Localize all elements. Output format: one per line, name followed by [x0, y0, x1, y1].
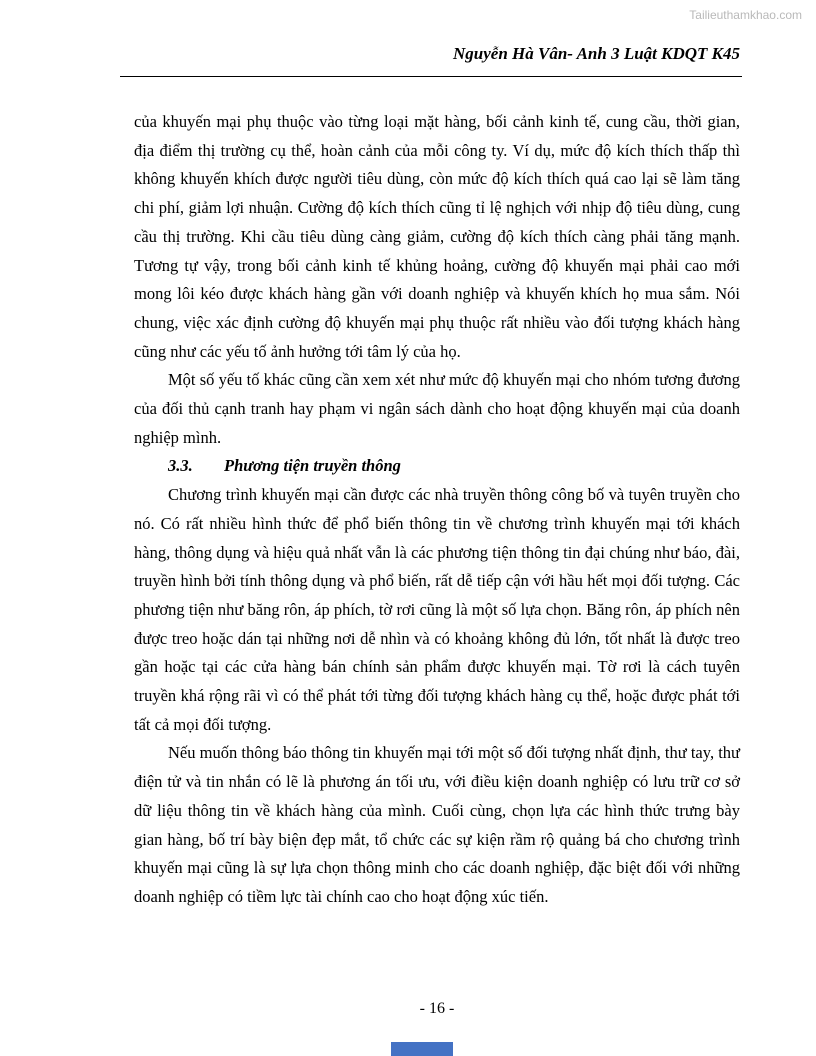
- header-author-line: Nguyễn Hà Vân- Anh 3 Luật KDQT K45: [453, 44, 740, 63]
- paragraph: Chương trình khuyến mại cần được các nhà truyền thông công bố và tuyên truyền cho nó. Có rất nhiều hình thức để phổ biến thông tin về chương trình khuyến mại tới khách hàng, thông dụng và hiệu quả nhất vẫn là các phương tiện thông tin đại chúng như báo, đài, truyền hình bởi tính thông dụng và phổ biến, rất dễ tiếp cận với hầu hết mọi đối tượng. Các phương tiện như băng rôn, áp phích, tờ rơi cũng là một số lựa chọn. Băng rôn, áp phích nên được treo hoặc dán tại những nơi dễ nhìn và có khoảng không đủ lớn, tốt nhất là được treo gần hoặc tại các cửa hàng bán chính sản phẩm được khuyến mại. Tờ rơi là cách tuyên truyền khá rộng rãi vì có thể phát tới từng đối tượng khách hàng cụ thể, hoặc được phát tới tất cả mọi đối tượng.: [134, 485, 740, 734]
- page-number: - 16 -: [419, 1000, 455, 1017]
- section-heading-number: 3.3.: [168, 456, 193, 476]
- paragraph: Một số yếu tố khác cũng cần xem xét như mức độ khuyến mại cho nhóm tương đương của đối thủ cạnh tranh hay phạm vi ngân sách dành cho hoạt động khuyến mại của doanh nghiệp mình.: [134, 370, 740, 447]
- section-heading: [134, 452, 740, 481]
- paragraph: Nếu muốn thông báo thông tin khuyến mại tới một số đối tượng nhất định, thư tay, thư điện tử và tin nhắn có lẽ là phương án tối ưu, với điều kiện doanh nghiệp có lưu trữ cơ sở dữ liệu thông tin về khách hàng của mình. Cuối cùng, chọn lựa các hình thức trưng bày gian hàng, bố trí bày biện đẹp mắt, tổ chức các sự kiện rầm rộ quảng bá cho chương trình khuyến mại cũng là sự lựa chọn thông minh cho các doanh nghiệp, đặc biệt đối với những doanh nghiệp có tiềm lực tài chính cao cho hoạt động xúc tiến.: [134, 743, 740, 906]
- page-footer: [134, 1000, 740, 1018]
- page-header: [120, 44, 740, 64]
- document-body: [134, 108, 740, 912]
- watermark: Tailieuthamkhao.com: [689, 8, 802, 22]
- bottom-blue-marker: [391, 1042, 453, 1056]
- paragraph: của khuyến mại phụ thuộc vào từng loại mặt hàng, bối cảnh kinh tế, cung cầu, thời gian, địa điểm thị trường cụ thể, hoàn cảnh của mỗi công ty. Ví dụ, mức độ kích thích thấp thì không khuyến khích được người tiêu dùng, còn mức độ kích thích quá cao lại sẽ làm tăng chi phí, giảm lợi nhuận. Cường độ kích thích cũng tỉ lệ nghịch với nhịp độ tiêu dùng, cung cầu thị trường. Khi cầu tiêu dùng càng giảm, cường độ kích thích càng phải tăng mạnh. Tương tự vậy, trong bối cảnh kinh tế khủng hoảng, cường độ khuyến mại phải cao mới mong lôi kéo được khách hàng gần với doanh nghiệp và khuyến khích họ mua sắm. Nói chung, việc xác định cường độ khuyến mại phụ thuộc rất nhiều vào đối tượng khách hàng cũng như các yếu tố ảnh hưởng tới tâm lý của họ.: [134, 112, 740, 361]
- header-divider: [120, 76, 742, 77]
- section-heading-title: Phương tiện truyền thông: [224, 456, 401, 476]
